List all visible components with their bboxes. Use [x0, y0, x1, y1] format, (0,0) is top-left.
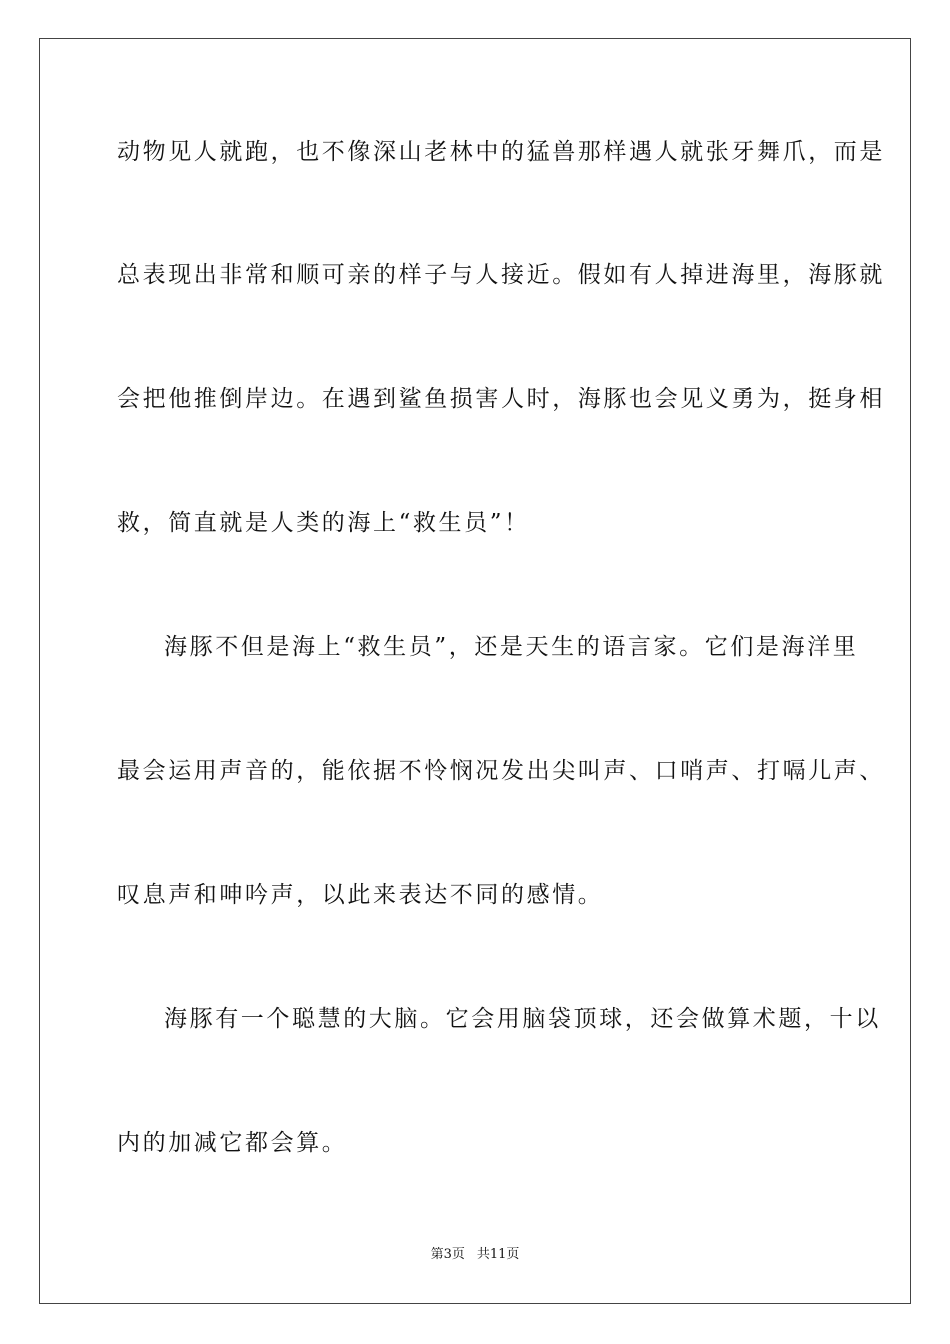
total-pages: 共11页: [476, 1247, 520, 1262]
page-border: [39, 38, 911, 1304]
page-number: 第3页: [430, 1247, 465, 1262]
body-line-2: 总表现出非常和顺可亲的样子与人接近。假如有人掉进海里，海豚就: [117, 262, 885, 288]
body-line-1: 动物见人就跑，也不像深山老林中的猛兽那样遇人就张牙舞爪，而是: [117, 139, 885, 165]
body-line-8: 海豚有一个聪慧的大脑。它会用脑袋顶球，还会做算术题，十以: [164, 1006, 881, 1032]
page-footer: [0, 1246, 950, 1264]
body-line-5: 海豚不但是海上“救生员”，还是天生的语言家。它们是海洋里: [164, 634, 859, 660]
body-line-4: 救，简直就是人类的海上“救生员”！: [117, 510, 530, 536]
body-line-7: 叹息声和呻吟声，以此来表达不同的感情。: [117, 882, 604, 908]
body-line-9: 内的加减它都会算。: [117, 1130, 348, 1156]
body-line-3: 会把他推倒岸边。在遇到鲨鱼损害人时，海豚也会见义勇为，挺身相: [117, 386, 885, 412]
body-line-6: 最会运用声音的，能依据不怜悯况发出尖叫声、口哨声、打嗝儿声、: [117, 758, 885, 784]
